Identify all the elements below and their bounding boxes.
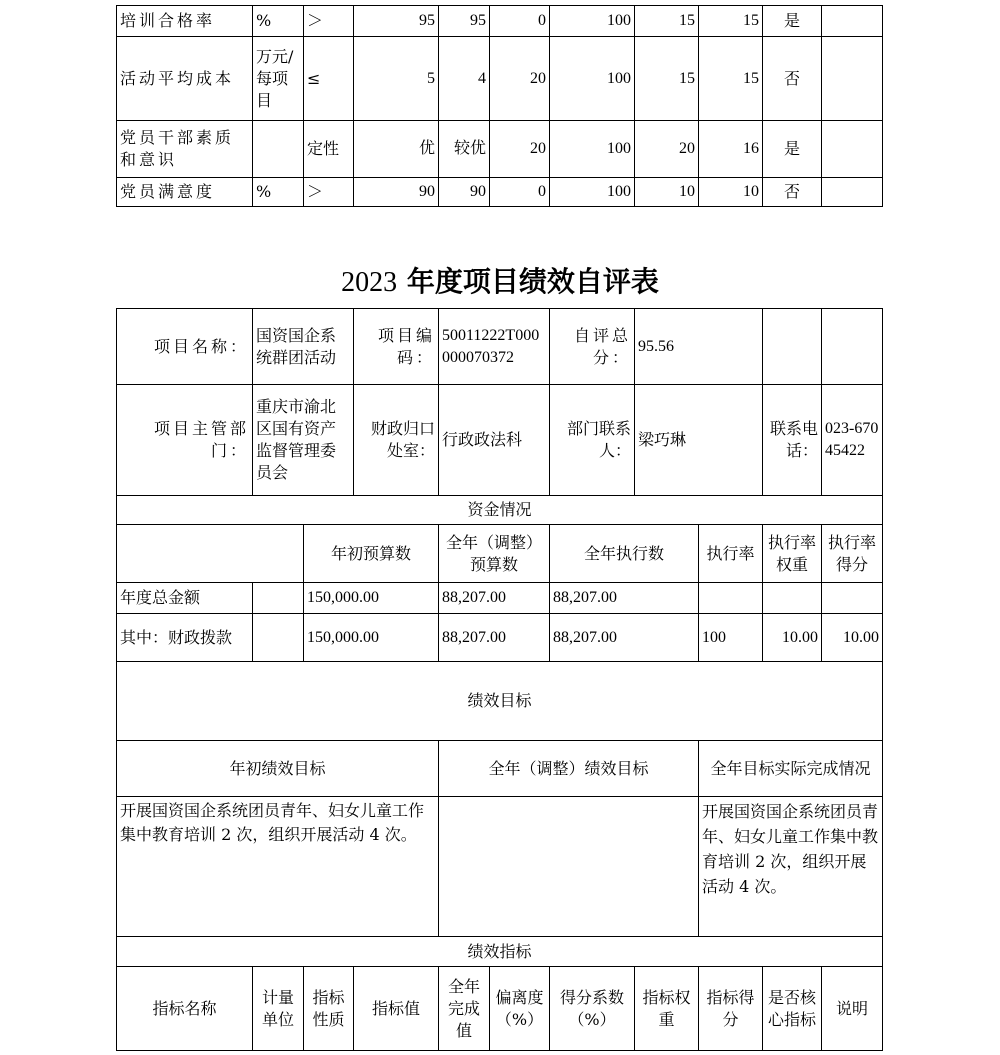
indicator-nature: ＞ <box>304 6 354 37</box>
info-row-1 <box>117 309 883 385</box>
indicator-core: 是 <box>763 121 822 178</box>
indicator-weight: 20 <box>635 121 699 178</box>
total-score-label: 自评总分： <box>550 309 635 385</box>
exec-rate-weight-header: 执行率权重 <box>763 525 822 583</box>
actual-goal-text: 开展国资国企系统团员青年、妇女儿童工作集中教育培训 2 次，组织开展活动 4 次。 <box>699 797 883 937</box>
indicator-actual: 较优 <box>439 121 490 178</box>
adjusted-goal-header: 全年（调整）绩效目标 <box>439 741 699 797</box>
page-title: 2023 年度项目绩效自评表 <box>341 265 659 298</box>
indicator-note <box>822 178 883 207</box>
office-label: 财政归口处室： <box>354 385 439 496</box>
funds-row-label: 年度总金额 <box>117 583 253 614</box>
adjusted-budget-value: 88,207.00 <box>439 614 550 662</box>
initial-budget-value: 150,000.00 <box>304 614 439 662</box>
indicator-target: 优 <box>354 121 439 178</box>
goals-content-row <box>117 797 883 937</box>
actual-goal-header: 全年目标实际完成情况 <box>699 741 883 797</box>
funds-row-total <box>117 583 883 614</box>
indicator-header-core: 是否核心指标 <box>763 967 822 1051</box>
initial-budget-header: 年初预算数 <box>304 525 439 583</box>
indicator-target: 5 <box>354 37 439 121</box>
indicator-nature: 定性 <box>304 121 354 178</box>
indicator-header-name: 指标名称 <box>117 967 253 1051</box>
exec-rate-score-value <box>822 583 883 614</box>
indicators-header-row <box>117 937 883 967</box>
indicator-target: 95 <box>354 6 439 37</box>
indicator-unit <box>253 121 304 178</box>
indicator-header-unit: 计量单位 <box>253 967 304 1051</box>
phone-label: 联系电话： <box>763 385 822 496</box>
indicator-name: 培训合格率 <box>117 6 253 37</box>
indicator-note <box>822 121 883 178</box>
goals-header-row <box>117 662 883 741</box>
indicator-header-deviation: 偏离度（%） <box>490 967 550 1051</box>
project-code-label: 项目编码： <box>354 309 439 385</box>
indicator-header-note: 说明 <box>822 967 883 1051</box>
adjusted-budget-header: 全年（调整）预算数 <box>439 525 550 583</box>
indicator-nature: ＞ <box>304 178 354 207</box>
exec-rate-weight-value <box>763 583 822 614</box>
table-row <box>117 121 883 178</box>
indicator-note <box>822 6 883 37</box>
indicator-score: 16 <box>699 121 763 178</box>
evaluation-table <box>116 308 883 1051</box>
funds-row-label: 其中：财政拨款 <box>117 614 253 662</box>
adjusted-goal-text <box>439 797 699 937</box>
table-row <box>117 178 883 207</box>
project-name-label: 项目名称： <box>117 309 253 385</box>
indicator-coefficient: 100 <box>550 6 635 37</box>
exec-rate-value <box>699 583 763 614</box>
table-row <box>117 6 883 37</box>
indicator-weight: 15 <box>635 6 699 37</box>
indicator-actual: 95 <box>439 6 490 37</box>
executed-header: 全年执行数 <box>550 525 699 583</box>
info-row-2 <box>117 385 883 496</box>
indicator-name: 党员干部素质和意识 <box>117 121 253 178</box>
goals-column-header-row <box>117 741 883 797</box>
exec-rate-score-header: 执行率得分 <box>822 525 883 583</box>
indicator-coefficient: 100 <box>550 37 635 121</box>
indicator-actual: 4 <box>439 37 490 121</box>
indicators-section-title: 绩效指标 <box>117 937 883 967</box>
empty-cell <box>253 614 304 662</box>
indicator-deviation: 20 <box>490 121 550 178</box>
funds-row-fiscal <box>117 614 883 662</box>
indicator-core: 否 <box>763 178 822 207</box>
indicator-core: 否 <box>763 37 822 121</box>
indicator-coefficient: 100 <box>550 178 635 207</box>
indicator-header-score: 指标得分 <box>699 967 763 1051</box>
indicator-core: 是 <box>763 6 822 37</box>
empty-cell <box>763 309 822 385</box>
contact-label: 部门联系人： <box>550 385 635 496</box>
indicator-score: 15 <box>699 37 763 121</box>
indicator-header-weight: 指标权重 <box>635 967 699 1051</box>
indicator-header-coefficient: 得分系数（%） <box>550 967 635 1051</box>
empty-cell <box>822 309 883 385</box>
indicator-name: 党员满意度 <box>117 178 253 207</box>
exec-rate-value: 100 <box>699 614 763 662</box>
phone-value: 023-67045422 <box>822 385 883 496</box>
funds-section-title: 资金情况 <box>117 496 883 525</box>
executed-value: 88,207.00 <box>550 583 699 614</box>
indicator-deviation: 0 <box>490 6 550 37</box>
initial-goal-text: 开展国资国企系统团员青年、妇女儿童工作集中教育培训 2 次，组织开展活动 4 次。 <box>117 797 439 937</box>
total-score-value: 95.56 <box>635 309 763 385</box>
indicator-header-actual: 全年完成值 <box>439 967 490 1051</box>
indicator-actual: 90 <box>439 178 490 207</box>
executed-value: 88,207.00 <box>550 614 699 662</box>
exec-rate-weight-value: 10.00 <box>763 614 822 662</box>
indicator-unit: 万元/每项目 <box>253 37 304 121</box>
indicator-nature: ≤ <box>304 37 354 121</box>
indicator-name: 活动平均成本 <box>117 37 253 121</box>
goals-section-title: 绩效目标 <box>117 662 883 741</box>
contact-value: 梁巧琳 <box>635 385 763 496</box>
indicator-weight: 15 <box>635 37 699 121</box>
indicator-note <box>822 37 883 121</box>
indicator-target: 90 <box>354 178 439 207</box>
indicator-deviation: 20 <box>490 37 550 121</box>
dept-value: 重庆市渝北区国有资产监督管理委员会 <box>253 385 354 496</box>
initial-budget-value: 150,000.00 <box>304 583 439 614</box>
indicator-unit: % <box>253 6 304 37</box>
indicator-coefficient: 100 <box>550 121 635 178</box>
indicator-deviation: 0 <box>490 178 550 207</box>
exec-rate-score-value: 10.00 <box>822 614 883 662</box>
indicator-header-value: 指标值 <box>354 967 439 1051</box>
indicator-weight: 10 <box>635 178 699 207</box>
dept-label: 项目主管部门： <box>117 385 253 496</box>
empty-cell <box>253 583 304 614</box>
empty-cell <box>117 525 304 583</box>
funds-header-row <box>117 496 883 525</box>
table-row <box>117 37 883 121</box>
initial-goal-header: 年初绩效目标 <box>117 741 439 797</box>
project-name-value: 国资国企系统群团活动 <box>253 309 354 385</box>
indicator-score: 10 <box>699 178 763 207</box>
exec-rate-header: 执行率 <box>699 525 763 583</box>
indicator-header-nature: 指标性质 <box>304 967 354 1051</box>
indicator-score: 15 <box>699 6 763 37</box>
adjusted-budget-value: 88,207.00 <box>439 583 550 614</box>
indicators-column-header-row <box>117 967 883 1051</box>
indicator-unit: % <box>253 178 304 207</box>
project-code-value: 50011222T000000070372 <box>439 309 550 385</box>
indicator-table-continued <box>116 5 883 207</box>
office-value: 行政政法科 <box>439 385 550 496</box>
funds-column-header-row <box>117 525 883 583</box>
